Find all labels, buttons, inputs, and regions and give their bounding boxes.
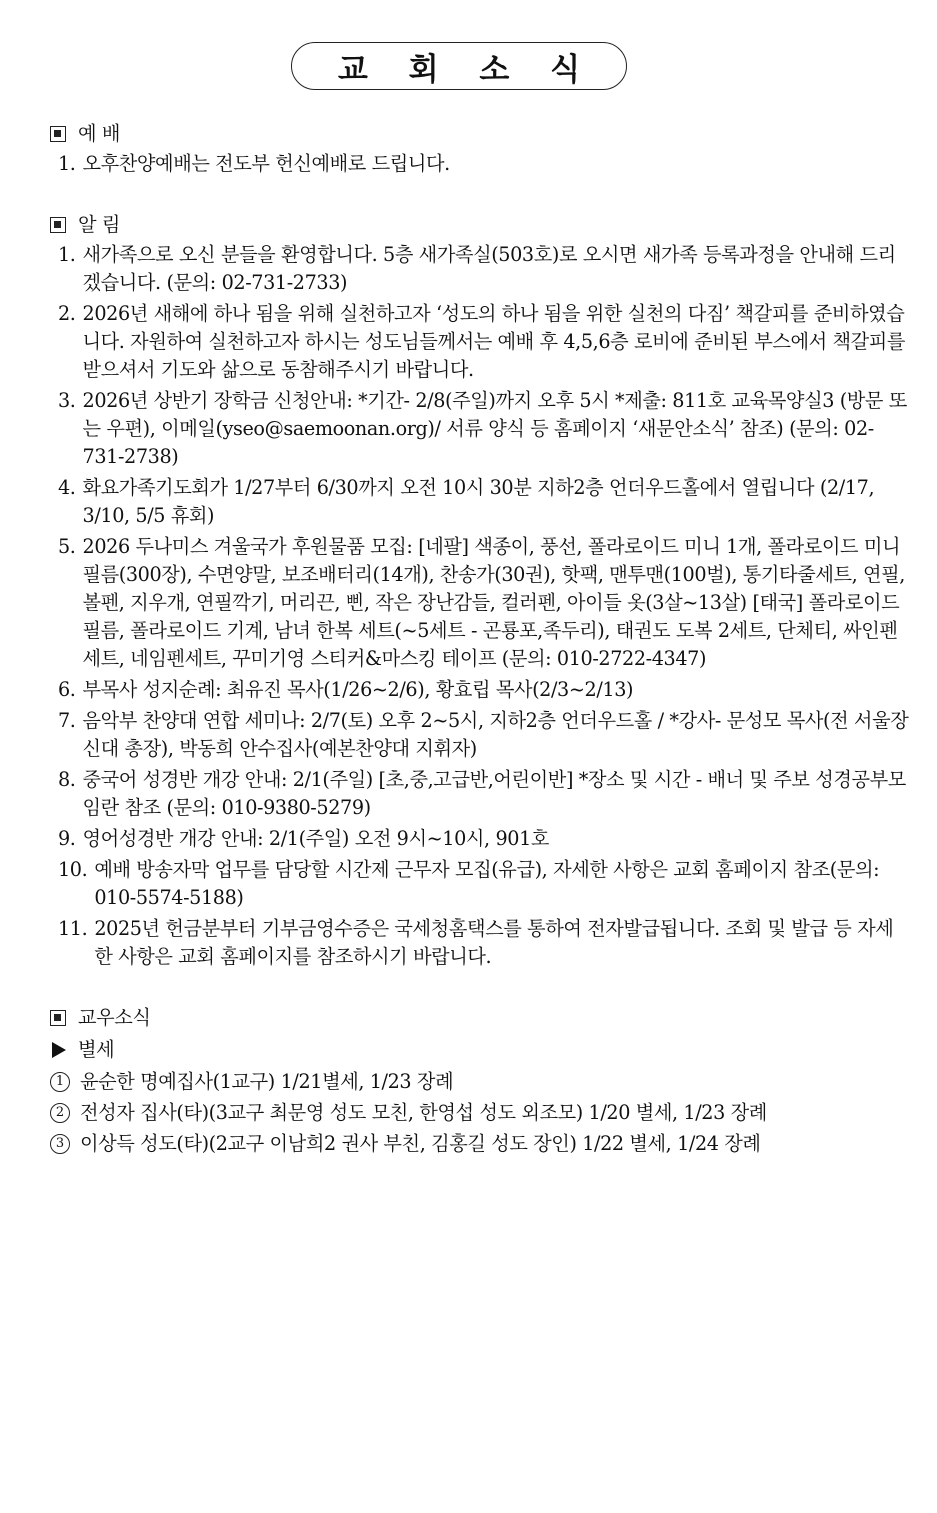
list-item xyxy=(58,707,910,763)
section-worship-header xyxy=(50,118,910,150)
member-news-item xyxy=(50,1066,910,1097)
square-bullet-icon xyxy=(50,217,66,233)
section-members-header xyxy=(50,1002,910,1034)
item-text: 새가족으로 오신 분들을 환영합니다. 5층 새가족실(503호)로 오시면 새가족 등록과정을 안내해 드리겠습니다. (문의: 02-731-2733) xyxy=(82,243,896,294)
section-title: 교우소식 xyxy=(78,1006,151,1029)
item-text: 2026년 상반기 장학금 신청안내: *기간- 2/8(주일)까지 오후 5시 *제출: 811호 교육목양실3 (방문 또는 우편), 이메일(yseo@saemoonan.org)/ 서류 양식 등 홈페이지 ‘새문안소식’ 참조) (문의: 02-731-2738) xyxy=(82,389,907,468)
square-bullet-icon xyxy=(50,126,66,142)
item-number: 1. xyxy=(58,152,76,175)
item-number: 2. xyxy=(58,302,76,325)
member-news-text: 전성자 집사(타)(3교구 최문영 성도 모친, 한영섭 성도 외조모) 1/20 별세, 1/23 장례 xyxy=(80,1100,767,1124)
list-item xyxy=(58,387,910,471)
item-text: 영어성경반 개강 안내: 2/1(주일) 오전 9시~10시, 901호 xyxy=(82,827,550,850)
page-title: 교 회 소 식 xyxy=(337,51,596,88)
member-news-item xyxy=(50,1097,910,1128)
item-text: 예배 방송자막 업무를 담당할 시간제 근무자 모집(유급), 자세한 사항은 교회 홈페이지 참조(문의: 010-5574-5188) xyxy=(94,858,880,909)
list-item xyxy=(58,766,910,822)
member-news-text: 이상득 성도(타)(2교구 이남희2 권사 부친, 김홍길 성도 장인) 1/22 별세, 1/24 장례 xyxy=(80,1131,761,1155)
subsection-title: 별세 xyxy=(78,1038,115,1061)
item-number: 10. xyxy=(58,858,88,881)
section-notices-header xyxy=(50,209,910,241)
item-number: 8. xyxy=(58,768,76,791)
spacer xyxy=(50,181,910,207)
list-item xyxy=(58,856,910,912)
item-number: 11. xyxy=(58,917,88,940)
item-text: 오후찬양예배는 전도부 헌신예배로 드립니다. xyxy=(82,152,450,175)
item-number: 5. xyxy=(58,535,76,558)
list-item xyxy=(58,150,910,178)
item-text: 2026 두나미스 겨울국가 후원물품 모집: [네팔] 색종이, 풍선, 폴라로이드 미니 1개, 폴라로이드 미니 필름(300장), 수면양말, 보조배터리(14개), 찬송가(30권), 핫팩, 맨투맨(100벌), 통기타줄세트, 연필, 볼펜, 지우개, 연필깍기, 머리끈, 삔, 작은 장난감들, 컬러펜, 아이들 옷(3살~13살) [태국] 폴라로이드 필름, 폴라로이드 기계, 남녀 한복 세트(~5세트 - 곤룡포,족두리), 태권도 도복 2세트, 단체티, 싸인펜세트, 네임펜세트, 꾸미기영 스티커&마스킹 테이프 (문의: 010-2722-4347) xyxy=(82,535,905,670)
list-item xyxy=(58,300,910,384)
subsection-header xyxy=(50,1034,910,1066)
circled-number-icon: 1 xyxy=(50,1072,70,1092)
spacer xyxy=(50,974,910,1000)
list-item xyxy=(58,676,910,704)
item-number: 1. xyxy=(58,243,76,266)
list-item xyxy=(58,533,910,673)
circled-number-icon: 2 xyxy=(50,1103,70,1123)
list-item xyxy=(58,915,910,971)
item-text: 2026년 새해에 하나 됨을 위해 실천하고자 ‘성도의 하나 됨을 위한 실천의 다짐’ 책갈피를 준비하였습니다. 자원하여 실천하고자 하시는 성도님들께서는 예배 후 4,5,6층 로비에 준비된 부스에서 책갈피를 받으셔서 기도와 삶으로 동참해주시기 바랍니다. xyxy=(82,302,905,381)
item-text: 부목사 성지순례: 최유진 목사(1/26~2/6), 황효립 목사(2/3~2/13) xyxy=(82,678,634,701)
section-title: 알 림 xyxy=(78,213,120,236)
item-text: 화요가족기도회가 1/27부터 6/30까지 오전 10시 30분 지하2층 언더우드홀에서 열립니다 (2/17, 3/10, 5/5 휴회) xyxy=(82,476,875,527)
list-item xyxy=(58,241,910,297)
square-bullet-icon xyxy=(50,1010,66,1026)
circled-number-icon: 3 xyxy=(50,1134,70,1154)
member-news-text: 윤순한 명예집사(1교구) 1/21별세, 1/23 장례 xyxy=(80,1069,454,1093)
item-text: 2025년 헌금분부터 기부금영수증은 국세청홈택스를 통하여 전자발급됩니다. 조회 및 발급 등 자세한 사항은 교회 홈페이지를 참조하시기 바랍니다. xyxy=(94,917,894,968)
bulletin-content xyxy=(50,116,910,1159)
item-number: 4. xyxy=(58,476,76,499)
item-number: 6. xyxy=(58,678,76,701)
member-news-item xyxy=(50,1128,910,1159)
item-text: 음악부 찬양대 연합 세미나: 2/7(토) 오후 2~5시, 지하2층 언더우드홀 / *강사- 문성모 목사(전 서울장신대 총장), 박동희 안수집사(예본찬양대 지휘자) xyxy=(82,709,909,760)
item-text: 중국어 성경반 개강 안내: 2/1(주일) [초,중,고급반,어린이반] *장소 및 시간 - 배너 및 주보 성경공부모임란 참조 (문의: 010-9380-5279) xyxy=(82,768,906,819)
title-box xyxy=(291,42,627,90)
triangle-bullet-icon xyxy=(52,1042,66,1058)
item-number: 3. xyxy=(58,389,76,412)
item-number: 7. xyxy=(58,709,76,732)
section-title: 예 배 xyxy=(78,122,120,145)
item-number: 9. xyxy=(58,827,76,850)
list-item xyxy=(58,825,910,853)
list-item xyxy=(58,474,910,530)
